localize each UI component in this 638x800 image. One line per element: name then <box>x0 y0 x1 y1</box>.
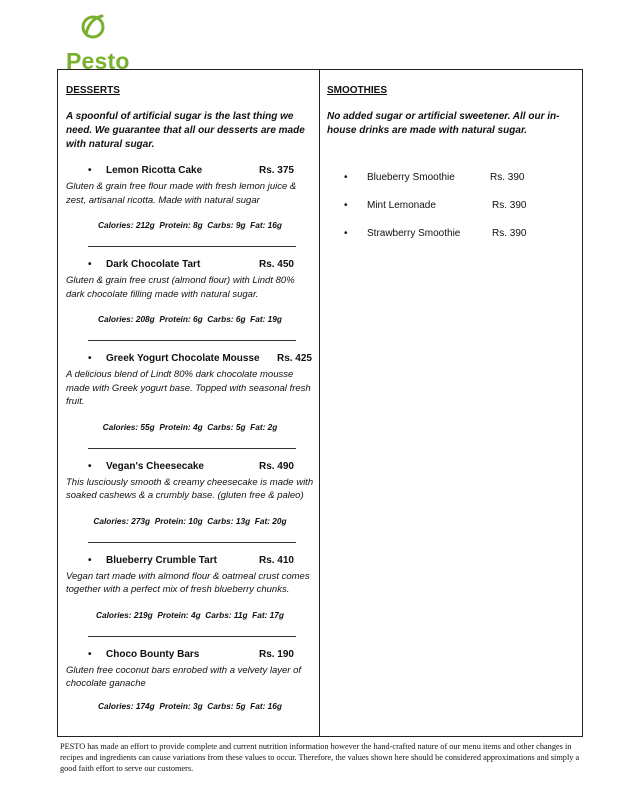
smoothie-name: Mint Lemonade <box>367 200 436 211</box>
dessert-name: Choco Bounty Bars <box>106 648 200 660</box>
bullet-icon: • <box>88 554 92 566</box>
smoothie-price: Rs. 390 <box>492 200 527 211</box>
item-separator <box>88 636 296 637</box>
smoothies-list <box>327 172 577 256</box>
dessert-description: Gluten free coconut bars enrobed with a velvety layer of chocolate ganache <box>66 664 301 689</box>
dessert-nutrition: Calories: 174g Protein: 3g Carbs: 5g Fat: 16g <box>98 700 282 711</box>
desserts-column <box>66 85 314 711</box>
dessert-description: Gluten & grain free crust (almond flour) with Lindt 80% dark chocolate filling made with natural sugar. <box>66 275 295 300</box>
desserts-intro: A spoonful of artificial sugar is the last thing we need. We guarantee that all our desserts are made with natural sugar. <box>66 111 305 150</box>
dessert-item <box>66 649 314 711</box>
bullet-icon: • <box>88 460 92 472</box>
column-divider <box>319 70 320 736</box>
dessert-item <box>66 555 314 637</box>
dessert-description: This lusciously smooth & creamy cheesecake is made with soaked cashews & a crumbly base. (gluten free & paleo) <box>66 476 314 501</box>
dessert-nutrition: Calories: 55g Protein: 4g Carbs: 5g Fat: 2g <box>102 421 278 432</box>
smoothie-price: Rs. 390 <box>492 228 527 239</box>
brand-logo <box>62 12 142 72</box>
smoothie-item <box>327 228 577 256</box>
bullet-icon: • <box>88 648 92 660</box>
dessert-price: Rs. 450 <box>258 259 294 270</box>
dessert-name: Dark Chocolate Tart <box>106 259 201 270</box>
item-separator <box>88 340 296 341</box>
dessert-description: Gluten & grain free flour made with fresh lemon juice & zest, artisanal ricotta. Made with natural sugar <box>66 181 297 206</box>
dessert-item <box>66 353 314 449</box>
dessert-price: Rs. 190 <box>258 648 294 660</box>
dessert-name: Vegan's Cheesecake <box>106 460 204 472</box>
smoothie-name: Strawberry Smoothie <box>367 228 461 239</box>
bullet-icon: • <box>344 228 348 239</box>
dessert-item <box>66 259 314 341</box>
bullet-icon: • <box>88 165 92 176</box>
bullet-icon: • <box>344 172 348 183</box>
smoothie-price: Rs. 390 <box>490 172 525 183</box>
dessert-item <box>66 165 314 247</box>
smoothie-item <box>327 172 577 200</box>
bullet-icon: • <box>88 353 92 364</box>
dessert-name: Lemon Ricotta Cake <box>106 165 203 176</box>
dessert-price: Rs. 490 <box>258 460 294 472</box>
brand-name: Pesto <box>66 48 130 74</box>
dessert-price: Rs. 375 <box>258 165 294 176</box>
item-separator <box>88 448 296 449</box>
smoothies-intro: No added sugar or artificial sweetener. All our in-house drinks are made with natural sugar. <box>327 111 560 136</box>
dessert-price: Rs. 425 <box>276 353 312 364</box>
leaf-icon <box>80 12 106 42</box>
dessert-nutrition: Calories: 273g Protein: 10g Carbs: 13g Fat: 20g <box>93 515 287 526</box>
smoothies-column <box>327 85 577 256</box>
dessert-nutrition: Calories: 212g Protein: 8g Carbs: 9g Fat: 16g <box>98 220 282 230</box>
dessert-item <box>66 461 314 543</box>
dessert-description: A delicious blend of Lindt 80% dark chocolate mousse made with Greek yogurt base. Topped with seasonal fresh fruit. <box>66 369 311 407</box>
smoothie-name: Blueberry Smoothie <box>367 172 455 183</box>
dessert-name: Greek Yogurt Chocolate Mousse <box>106 353 260 364</box>
nutrition-disclaimer: PESTO has made an effort to provide complete and current nutrition information however the hand-crafted nature of our menu items and other changes in recipes and ingredients can cause variations from these values to occur. Therefore, the values shown here should be considered approximations and simply a good faith effort to serve our customers. <box>60 742 580 773</box>
menu-table <box>57 69 583 737</box>
desserts-heading: DESSERTS <box>66 85 120 96</box>
smoothie-item <box>327 200 577 228</box>
dessert-name: Blueberry Crumble Tart <box>106 554 217 566</box>
bullet-icon: • <box>88 259 92 270</box>
bullet-icon: • <box>344 200 348 211</box>
item-separator <box>88 246 296 247</box>
dessert-price: Rs. 410 <box>258 554 294 566</box>
dessert-description: Vegan tart made with almond flour & oatmeal crust comes together with a perfect mix of fresh blueberry chunks. <box>66 570 310 595</box>
dessert-nutrition: Calories: 219g Protein: 4g Carbs: 11g Fat: 17g <box>96 609 284 620</box>
item-separator <box>88 542 296 543</box>
dessert-nutrition: Calories: 208g Protein: 6g Carbs: 6g Fat: 19g <box>98 314 282 324</box>
smoothies-heading: SMOOTHIES <box>327 85 388 96</box>
